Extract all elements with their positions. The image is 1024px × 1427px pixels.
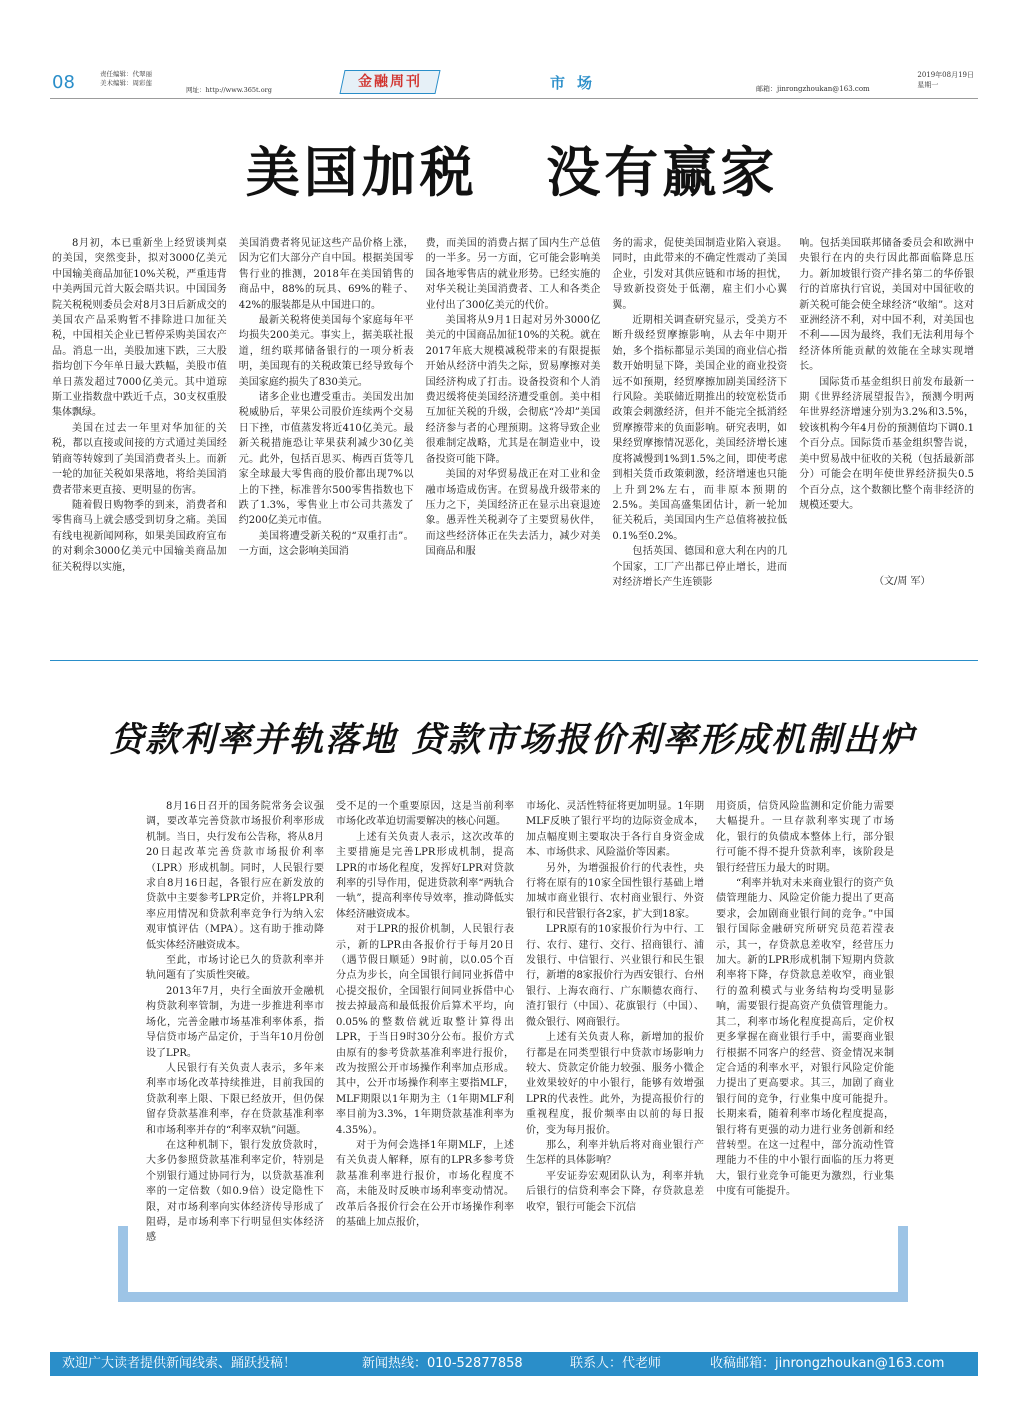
paragraph: 受不足的一个重要原因，这是当前利率市场化改革迫切需要解决的核心问题。: [336, 801, 514, 828]
weekday-line: 星期一: [917, 81, 939, 89]
paragraph: 对于为何会选择1年期MLF，上述有关负责人解释，原有的LPR多参考贷款基准利率进行报价，市场化程度不高，未能及时反映市场利率变动情况。改革后各报价行会在公开市场操作利率的基础上加点报价，: [336, 1139, 514, 1228]
paragraph: 近期相关调查研究显示，受美方不断升级经贸摩擦影响，从去年中期开始，多个指标都显示美国的商业信心指数开始明显下降，美国企业的商业投资远不如预期，经贸摩擦加剧美国经济下行风险。美联储近期推出的较宽松货币政策会刺激经济，但并不能完全抵消经贸摩擦带来的负面影响。研究表明，如果经贸摩擦情况恶化，美国经济增长速度将减慢到1%到1.5%之间，即使考虑到相关货币政策刺激，经济增速也只能上升到2%左右，而非原本预期的2.5%。美国高盛集团估计，新一轮加征关税后，美国国内生产总值将被拉低0.1%至0.2%。: [612, 315, 788, 542]
paragraph: 美国的对华贸易战正在对工业和金融市场造成伤害。在贸易战升级带来的压力之下，美国经济正在显示出衰退迹象。愚弄性关税剥夺了主要贸易伙伴，而这些经济体正在失去活力，减少对美国商品和服: [425, 469, 601, 558]
paragraph: 费，而美国的消费占据了国内生产总值的一半多。另一方面，它可能会影响美国各地零售店的就业形势。已经实施的对华关税让美国消费者、工人和各类企业付出了300亿美元的代价。: [425, 238, 601, 311]
article2-headline: 贷款利率并轨落地 贷款市场报价利率形成机制出炉: [109, 720, 915, 760]
article2-body: [146, 799, 894, 1265]
paragraph: 最新关税将使美国每个家庭每年平均损失200美元。事实上，据美联社报道，纽约联邦储备银行的一项分析表明，美国现有的关税政策已经导致每个美国家庭约损失了830美元。: [238, 315, 414, 388]
issue-date: [917, 70, 974, 90]
page-number: 08: [52, 72, 75, 93]
date-line: 2019年08月19日: [917, 71, 974, 79]
article1-headline: 美国加税 没有赢家: [245, 141, 779, 204]
article1-column-3: [426, 236, 601, 598]
article1-byline: （文/周 军）: [874, 576, 931, 587]
section-title: 市场: [550, 74, 605, 92]
paragraph: 另外，为增强报价行的代表性，央行将在原有的10家全国性银行基础上增加城市商业银行、农村商业银行、外资银行和民营银行各2家，扩大到18家。: [526, 862, 704, 920]
paragraph: 平安证券宏观团队认为，利率并轨后银行的信贷利率会下降，存贷款息差收窄，银行可能会下沉信: [526, 1170, 704, 1213]
article1-column-2: [239, 236, 414, 598]
paragraph: 在这种机制下，银行发放贷款时，大多仍参照贷款基准利率定价，特别是个别银行通过协同行为，以贷款基准利率的一定倍数（如0.9倍）设定隐性下限，对市场利率向实体经济传导形成了阻碍，是市场利率下行明显但实体经济感: [146, 1139, 324, 1244]
article2-column-3: [526, 799, 704, 1265]
paragraph: 美国消费者将见证这些产品价格上涨，因为它们大部分产自中国。根据美国零售行业的推测，2018年在美国销售的商品中，88%的玩具、69%的鞋子、42%的服装都是从中国进口的。: [238, 238, 414, 311]
website-line: 网址：http://www.365t.org: [186, 86, 272, 94]
paragraph: 对于LPR的报价机制，人民银行表示，新的LPR由各报价行于每月20日（遇节假日顺延）9时前，以0.05个百分点为步长，向全国银行间同业拆借中心提交报价，全国银行间同业拆借中心按去掉最高和最低报价后算术平均，向0.05%的整数倍就近取整计算得出LPR，于当日9时30分公布。报价方式由原有的参考贷款基准利率进行报价，改为按照公开市场操作利率加点形成。其中，公开市场操作利率主要指MLF，MLF期限以1年期为主（1年期MLF利率目前为3.3%，1年期贷款基准利率为4.35%）。: [336, 924, 514, 1136]
article1-column-1: [52, 236, 227, 598]
paragraph: 美国在过去一年里对华加征的关税，都以直接或间接的方式通过美国经销商等转嫁到了美国消费者头上。而新一轮的加征关税如果落地，将给美国消费者带来更直接、更明显的伤害。: [52, 422, 227, 496]
article1-body: [52, 236, 974, 598]
paragraph: 市场化、灵活性特征将更加明显。1年期MLF反映了银行平均的边际资金成本，加点幅度则主要取决于各行自身资金成本、市场供求、风险溢价等因素。: [526, 801, 704, 859]
header-email: 邮箱：jinrongzhoukan@163.com: [756, 85, 870, 93]
footer-slogan: 欢迎广大读者提供新闻线索、踊跃投稿！: [62, 1356, 297, 1371]
page-header: [50, 68, 978, 98]
masthead-logo: [339, 70, 440, 94]
paragraph: 包括英国、德国和意大利在内的几个国家，工厂产出都已停止增长，进而对经济增长产生连锁影: [612, 546, 788, 588]
paragraph: 美国将遭受新关税的“双重打击”。一方面，这会影响美国消: [238, 530, 414, 558]
art-editor-line: 美术编辑：周彩莲: [100, 79, 152, 87]
frame-left-bar: [118, 1226, 128, 1302]
page-footer: [50, 1352, 978, 1376]
paragraph: 随着假日购物季的到来，消费者和零售商马上就会感受到切身之痛。美国有线电视新闻网称，如果美国政府宣布的对剩余3000亿美元中国输美商品加征关税得以实施，: [52, 499, 227, 573]
paragraph: 至此，市场讨论已久的贷款利率并轨问题有了实质性突破。: [146, 955, 324, 982]
editor-line: 责任编辑：代翠丽: [100, 70, 152, 78]
article1-column-4: [612, 236, 787, 598]
story-divider: [50, 660, 978, 661]
article2-column-4: [716, 799, 894, 1265]
paragraph: 8月初，本已重新坐上经贸谈判桌的美国，突然变卦，拟对3000亿美元中国输美商品加征10%关税，严重违背中美两国元首大阪会晤共识。中国国务院关税税则委员会对8月3日后新成交的美国农产品采购暂不排除进口加征关税，中国相关企业已暂停采购美国农产品。消息一出，美股加速下跌，三大股指均创下今年单日最大跌幅，美股市值单日蒸发超过7000亿美元。其中道琼斯工业指数盘中跌近千点，30支权重股集体飘绿。: [52, 238, 227, 419]
paragraph: 上述有关负责人表示，这次改革的主要措施是完善LPR形成机制，提高LPR的市场化程度，发挥好LPR对贷款利率的引导作用，促进贷款利率“两轨合一轨”，提高利率传导效率，推动降低实体经济融资成本。: [336, 831, 514, 920]
paragraph: 那么，利率并轨后将对商业银行产生怎样的具体影响？: [526, 1139, 704, 1167]
paragraph: 诸多企业也遭受重击。美国发出加税威胁后，苹果公司股价连续两个交易日下挫，市值蒸发将近410亿美元。最新关税措施恐让苹果获利减少30亿美元。此外，包括百思买、梅西百货等几家全球最大零售商的股价都出现7%以上的下挫，标准普尔500零售指数也下跌了1.3%，零售业上市公司共蒸发了约200亿美元市值。: [238, 392, 414, 527]
paragraph: 国际货币基金组织日前发布最新一期《世界经济展望报告》，预测今明两年世界经济增速分别为3.2%和3.5%，较该机构今年4月份的预测值均下调0.1个百分点。国际货币基金组织警告说，美中贸易战中征收的关税（包括最新部分）可能会在明年使世界经济损失0.5个百分点，这个数额比整个南非经济的规模还要大。: [799, 376, 974, 511]
article2-column-1: [146, 799, 324, 1265]
paragraph: 用资质，信贷风险监测和定价能力需要大幅提升。一旦存款利率实现了市场化，银行的负债成本整体上行，部分银行可能不得不提升贷款利率，该阶段是银行经营压力最大的时期。: [716, 801, 894, 874]
footer-contact: 联系人：代老师: [570, 1356, 662, 1371]
paragraph: 人民银行有关负责人表示，多年来利率市场化改革持续推进，目前我国的贷款利率上限、下限已经放开，但仍保留存贷款基准利率，存在贷款基准利率和市场利率并存的“利率双轨”问题。: [146, 1062, 324, 1136]
article2-column-2: [336, 799, 514, 1265]
paragraph: 务的需求，促使美国制造业陷入衰退。同时，由此带来的不确定性震动了美国企业，引发对其供应链和市场的担忧，导致新投资处于低潮，雇主们小心翼翼。: [612, 238, 788, 311]
paragraph: LPR原有的10家报价行为中行、工行、农行、建行、交行、招商银行、浦发银行、中信银行、兴业银行和民生银行，新增的8家报价行为西安银行、台州银行、上海农商行、广东顺德农商行、渣打银行（中国）、花旗银行（中国）、微众银行、网商银行。: [526, 924, 704, 1028]
paragraph: “利率并轨对未来商业银行的资产负债管理能力、风险定价能力提出了更高要求，会加剧商业银行间的竞争。”中国银行国际金融研究所研究员范若滢表示，其一，存贷款息差收窄，经营压力加大。新的LPR形成机制下短期内贷款利率将下降，存贷款息差收窄，商业银行的盈利模式与业务结构均受明显影响，需要银行提高资产负债管理能力。其二，利率市场化程度提高后，定价权更多掌握在商业银行手中，需要商业银行根据不同客户的经营、资金情况来制定合适的利率水平，对银行风险定价能力提出了更高要求。其三，加剧了商业银行间的竞争，行业集中度可能提升。长期来看，随着利率市场化程度提高，银行将有更强的动力进行业务创新和经营转型。在这一过程中，部分流动性管理能力不佳的中小银行面临的压力将更大，银行业竞争可能更为激烈，行业集中度有可能提升。: [716, 878, 894, 1198]
article1-column-5: [799, 236, 974, 598]
paragraph: 2013年7月，央行全面放开金融机构贷款利率管制，为进一步推进利率市场化，完善金融市场基准利率体系，指导信贷市场产品定价，于当年10月份创设了LPR。: [146, 985, 324, 1059]
frame-right-bar: [898, 1226, 908, 1302]
footer-email: 收稿邮箱：jinrongzhoukan@163.com: [710, 1356, 945, 1371]
paragraph: 美国将从9月1日起对另外3000亿美元的中国商品加征10%的关税。就在2017年底大规模减税带来的有限提振开始从经济中消失之际，贸易摩擦对美国经济构成了打击。设备投资和个人消费迟缓将使美国经济遭受重创。美中相互加征关税的升级，会彻底“冷却”美国经济参与者的心理预期。这将导致企业很难制定战略，尤其是在制造业中，设备投资可能下降。: [425, 315, 601, 465]
footer-hotline: 新闻热线：010-52877858: [362, 1356, 523, 1371]
header-rule: [50, 98, 978, 99]
paragraph: 响。包括美国联邦储备委员会和欧洲中央银行在内的央行因此都面临降息压力。新加坡银行资产排名第二的华侨银行的首席执行官说，美国对中国征收的新关税可能会使全球经济“收缩”。这对亚洲经济不利，对中国不利，对美国也不利——因为最终，我们无法利用每个经济体所能贡献的效能在全球实现增长。: [799, 238, 974, 373]
paragraph: 上述有关负责人称，新增加的报价行都是在同类型银行中贷款市场影响力较大、贷款定价能力较强、服务小微企业效果较好的中小银行，能够有效增强LPR的代表性。此外，为提高报价行的重视程度，报价频率由以前的每日报价，变为每月报价。: [526, 1032, 704, 1136]
frame-bottom-bar: [118, 1292, 908, 1302]
editor-credits: [100, 70, 152, 88]
paragraph: 8月16日召开的国务院常务会议强调，要改革完善贷款市场报价利率形成机制。当日，央行发布公告称，将从8月20日起改革完善贷款市场报价利率（LPR）形成机制。同时，人民银行要求自8月16日起，各银行应在新发放的贷款中主要参考LPR定价，并将LPR利率应用情况和贷款利率竞争行为纳入宏观审慎评估（MPA）。这有助于推动降低实体经济融资成本。: [146, 801, 324, 951]
masthead-text: 金融周刊: [358, 74, 422, 90]
